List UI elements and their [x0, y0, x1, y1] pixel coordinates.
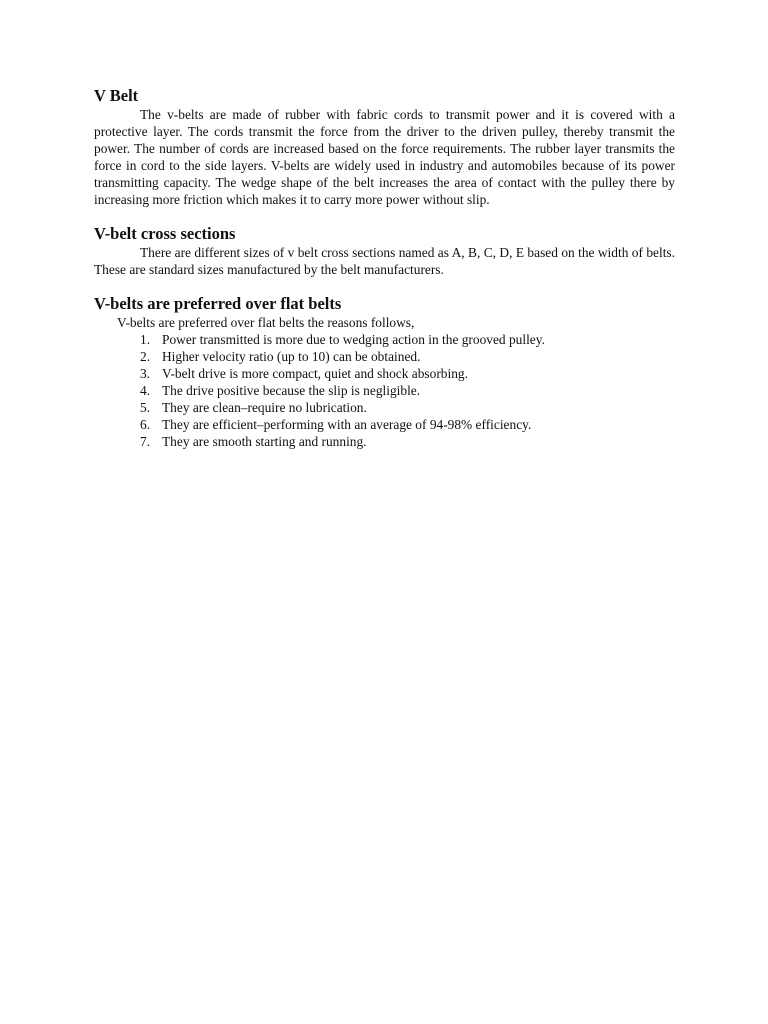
list-text: Higher velocity ratio (up to 10) can be obtained.	[162, 349, 421, 364]
list-number: 1.	[140, 332, 151, 347]
list-item	[94, 365, 675, 382]
list-number: 2.	[140, 349, 151, 364]
list-number: 4.	[140, 383, 151, 398]
section-paragraph: There are different sizes of v belt cross sections named as A, B, C, D, E based on the width of belts. These are standard sizes manufactured by the belt manufacturers.	[94, 245, 675, 277]
list-number: 7.	[140, 434, 151, 449]
list-number: 5.	[140, 400, 151, 415]
section-v-belt	[94, 86, 675, 208]
list-item	[94, 399, 675, 416]
list-item	[94, 331, 675, 348]
list-text: Power transmitted is more due to wedging action in the grooved pulley.	[162, 332, 545, 347]
section-heading: V Belt	[94, 86, 139, 105]
list-text: The drive positive because the slip is negligible.	[162, 383, 421, 398]
section-heading: V-belts are preferred over flat belts	[94, 294, 342, 313]
section-heading: V-belt cross sections	[94, 224, 236, 243]
list-number: 3.	[140, 366, 151, 381]
list-text: V-belt drive is more compact, quiet and shock absorbing.	[162, 366, 468, 381]
document-page	[94, 86, 675, 450]
list-item	[94, 433, 675, 450]
list-text: They are clean–require no lubrication.	[162, 400, 367, 415]
list-text: They are smooth starting and running.	[162, 434, 367, 449]
reason-list	[94, 331, 675, 450]
list-item	[94, 348, 675, 365]
section-v-belt-cross-sections	[94, 224, 675, 278]
list-number: 6.	[140, 417, 151, 432]
list-item	[94, 382, 675, 399]
list-item	[94, 416, 675, 433]
section-v-belts-preferred	[94, 294, 675, 450]
list-intro: V-belts are preferred over flat belts the reasons follows,	[117, 315, 415, 330]
section-paragraph: The v-belts are made of rubber with fabric cords to transmit power and it is covered with a protective layer. The cords transmit the force from the driver to the driven pulley, thereby transmit the power. The number of cords are increased based on the force requirements. The rubber layer transmits the force in cord to the side layers. V-belts are widely used in industry and automobiles because of its power transmitting capacity. The wedge shape of the belt increases the area of contact with the pulley there by increasing more friction which makes it to carry more power without slip.	[94, 107, 675, 207]
list-text: They are efficient–performing with an average of 94-98% efficiency.	[162, 417, 532, 432]
